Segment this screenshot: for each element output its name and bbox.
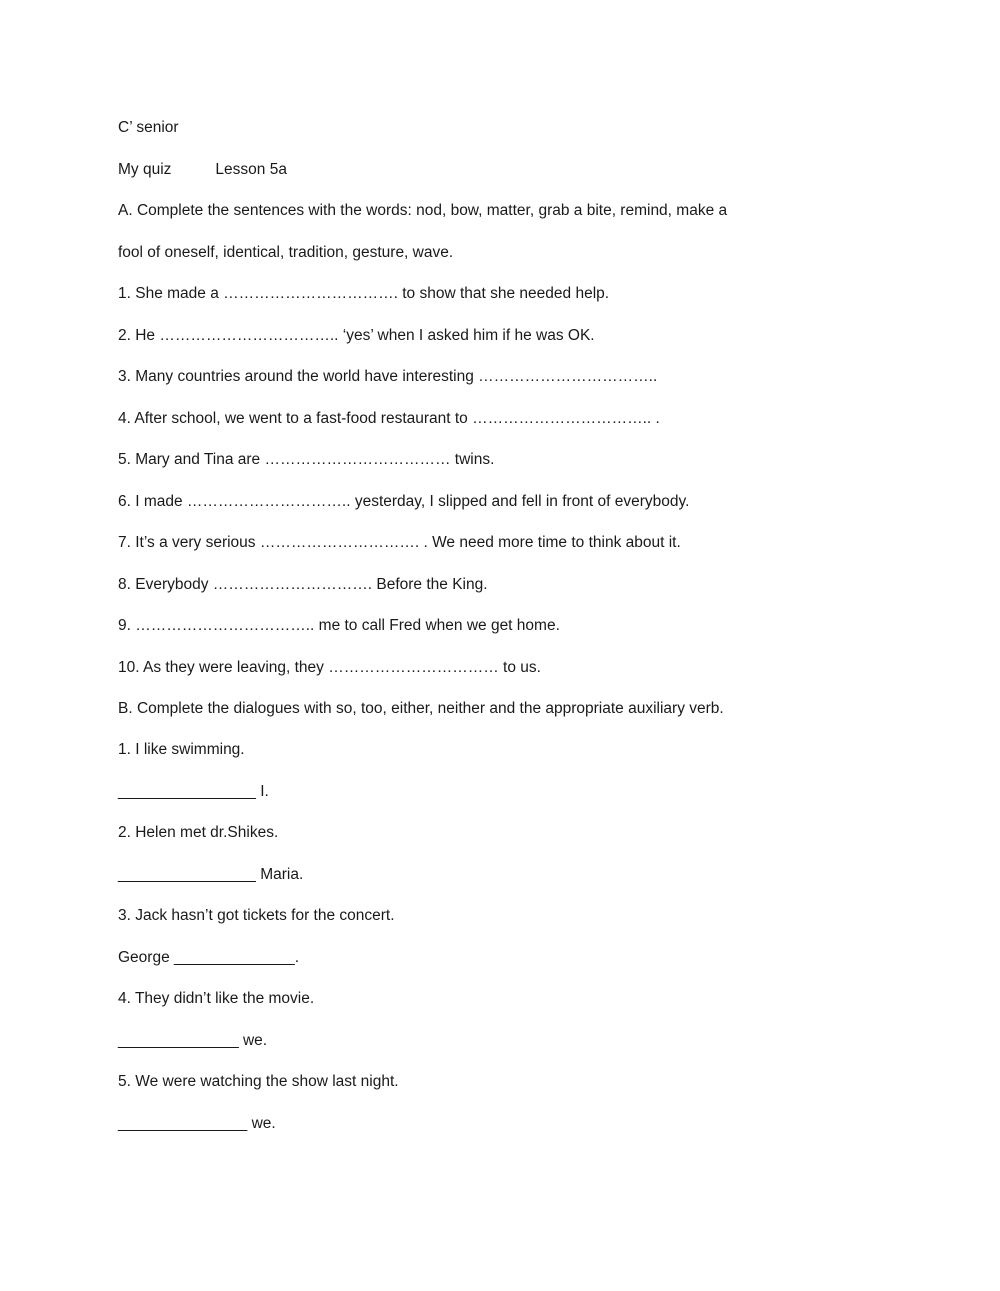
dialogue-response: ______________ we. bbox=[118, 1032, 268, 1049]
section-a-item: 7. It’s a very serious …………………………. . We need more time to think about it. bbox=[118, 534, 681, 551]
lesson-label: Lesson 5a bbox=[215, 161, 287, 178]
class-label: C’ senior bbox=[118, 119, 179, 136]
dialogue-prompt: 4. They didn’t like the movie. bbox=[118, 990, 315, 1007]
dialogue-response: ________________ I. bbox=[118, 783, 269, 800]
dialogue-response: _______________ we. bbox=[118, 1115, 276, 1132]
section-a-instruction-line2: fool of oneself, identical, tradition, gesture, wave. bbox=[118, 244, 454, 261]
section-a-item: 3. Many countries around the world have interesting …………………………….. bbox=[118, 368, 658, 385]
section-a-instruction-line1: A. Complete the sentences with the words: nod, bow, matter, grab a bite, remind, make a bbox=[118, 202, 728, 219]
dialogue-response: George ______________. bbox=[118, 949, 299, 966]
section-a-item: 1. She made a ……………………………. to show that she needed help. bbox=[118, 285, 610, 302]
section-b-instruction: B. Complete the dialogues with so, too, either, neither and the appropriate auxiliary verb. bbox=[118, 700, 724, 717]
dialogue-prompt: 1. I like swimming. bbox=[118, 741, 245, 758]
quiz-label: My quiz bbox=[118, 161, 172, 178]
quiz-title-row bbox=[118, 160, 287, 180]
section-a-item: 8. Everybody …………………………. Before the King. bbox=[118, 576, 488, 593]
section-a-item: 2. He …………………………….. ‘yes’ when I asked him if he was OK. bbox=[118, 327, 595, 344]
dialogue-prompt: 5. We were watching the show last night. bbox=[118, 1073, 399, 1090]
section-a-item: 4. After school, we went to a fast-food restaurant to …………………………….. . bbox=[118, 410, 660, 427]
section-a-item: 6. I made ………………………….. yesterday, I slipped and fell in front of everybody. bbox=[118, 493, 690, 510]
dialogue-prompt: 2. Helen met dr.Shikes. bbox=[118, 824, 279, 841]
section-a-item: 9. …………………………….. me to call Fred when we get home. bbox=[118, 617, 560, 634]
dialogue-response: ________________ Maria. bbox=[118, 866, 304, 883]
section-a-item: 5. Mary and Tina are ……………………………… twins. bbox=[118, 451, 495, 468]
section-a-item: 10. As they were leaving, they …………………………… to us. bbox=[118, 659, 541, 676]
dialogue-prompt: 3. Jack hasn’t got tickets for the concert. bbox=[118, 907, 395, 924]
